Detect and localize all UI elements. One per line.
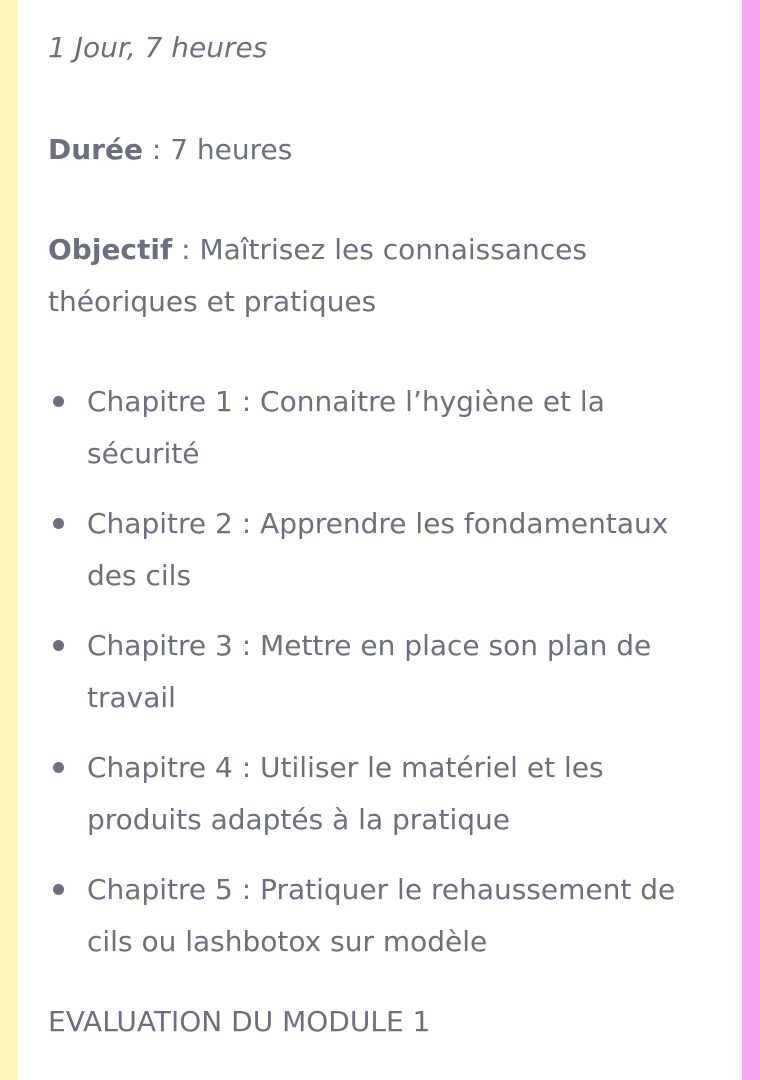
chapter-text: Chapitre 4 : Utiliser le matériel et les produits adaptés à la pratique <box>87 751 604 836</box>
chapter-text: Chapitre 2 : Apprendre les fondamentaux des cils <box>87 507 669 592</box>
objectif-value: Maîtrisez les connaissances théoriques et pratiques <box>48 233 587 318</box>
bullet-icon <box>53 884 64 895</box>
bullet-icon <box>53 396 64 407</box>
chapter-list <box>48 376 708 986</box>
duree-value: 7 heures <box>170 133 293 166</box>
duree-line <box>48 124 698 176</box>
duration-summary: 1 Jour, 7 heures <box>48 31 268 64</box>
objectif-separator: : <box>172 233 200 266</box>
chapter-text: Chapitre 5 : Pratiquer le rehaussement de cils ou lashbotox sur modèle <box>87 873 676 958</box>
duree-label: Durée <box>48 133 143 166</box>
bullet-icon <box>53 762 64 773</box>
right-color-border <box>742 0 760 1080</box>
objectif-label: Objectif <box>48 233 173 266</box>
list-item <box>48 498 708 602</box>
chapter-text: Chapitre 1 : Connaitre l’hygiène et la sécurité <box>87 385 605 470</box>
duree-separator: : <box>142 133 171 166</box>
list-item <box>48 864 708 968</box>
bullet-icon <box>53 518 64 529</box>
objectif-line <box>48 224 698 328</box>
list-item <box>48 620 708 724</box>
bullet-icon <box>53 640 64 651</box>
evaluation-heading: EVALUATION DU MODULE 1 <box>48 1005 431 1038</box>
list-item <box>48 376 708 480</box>
chapter-text: Chapitre 3 : Mettre en place son plan de travail <box>87 629 652 714</box>
list-item <box>48 742 708 846</box>
left-color-border <box>0 0 18 1080</box>
